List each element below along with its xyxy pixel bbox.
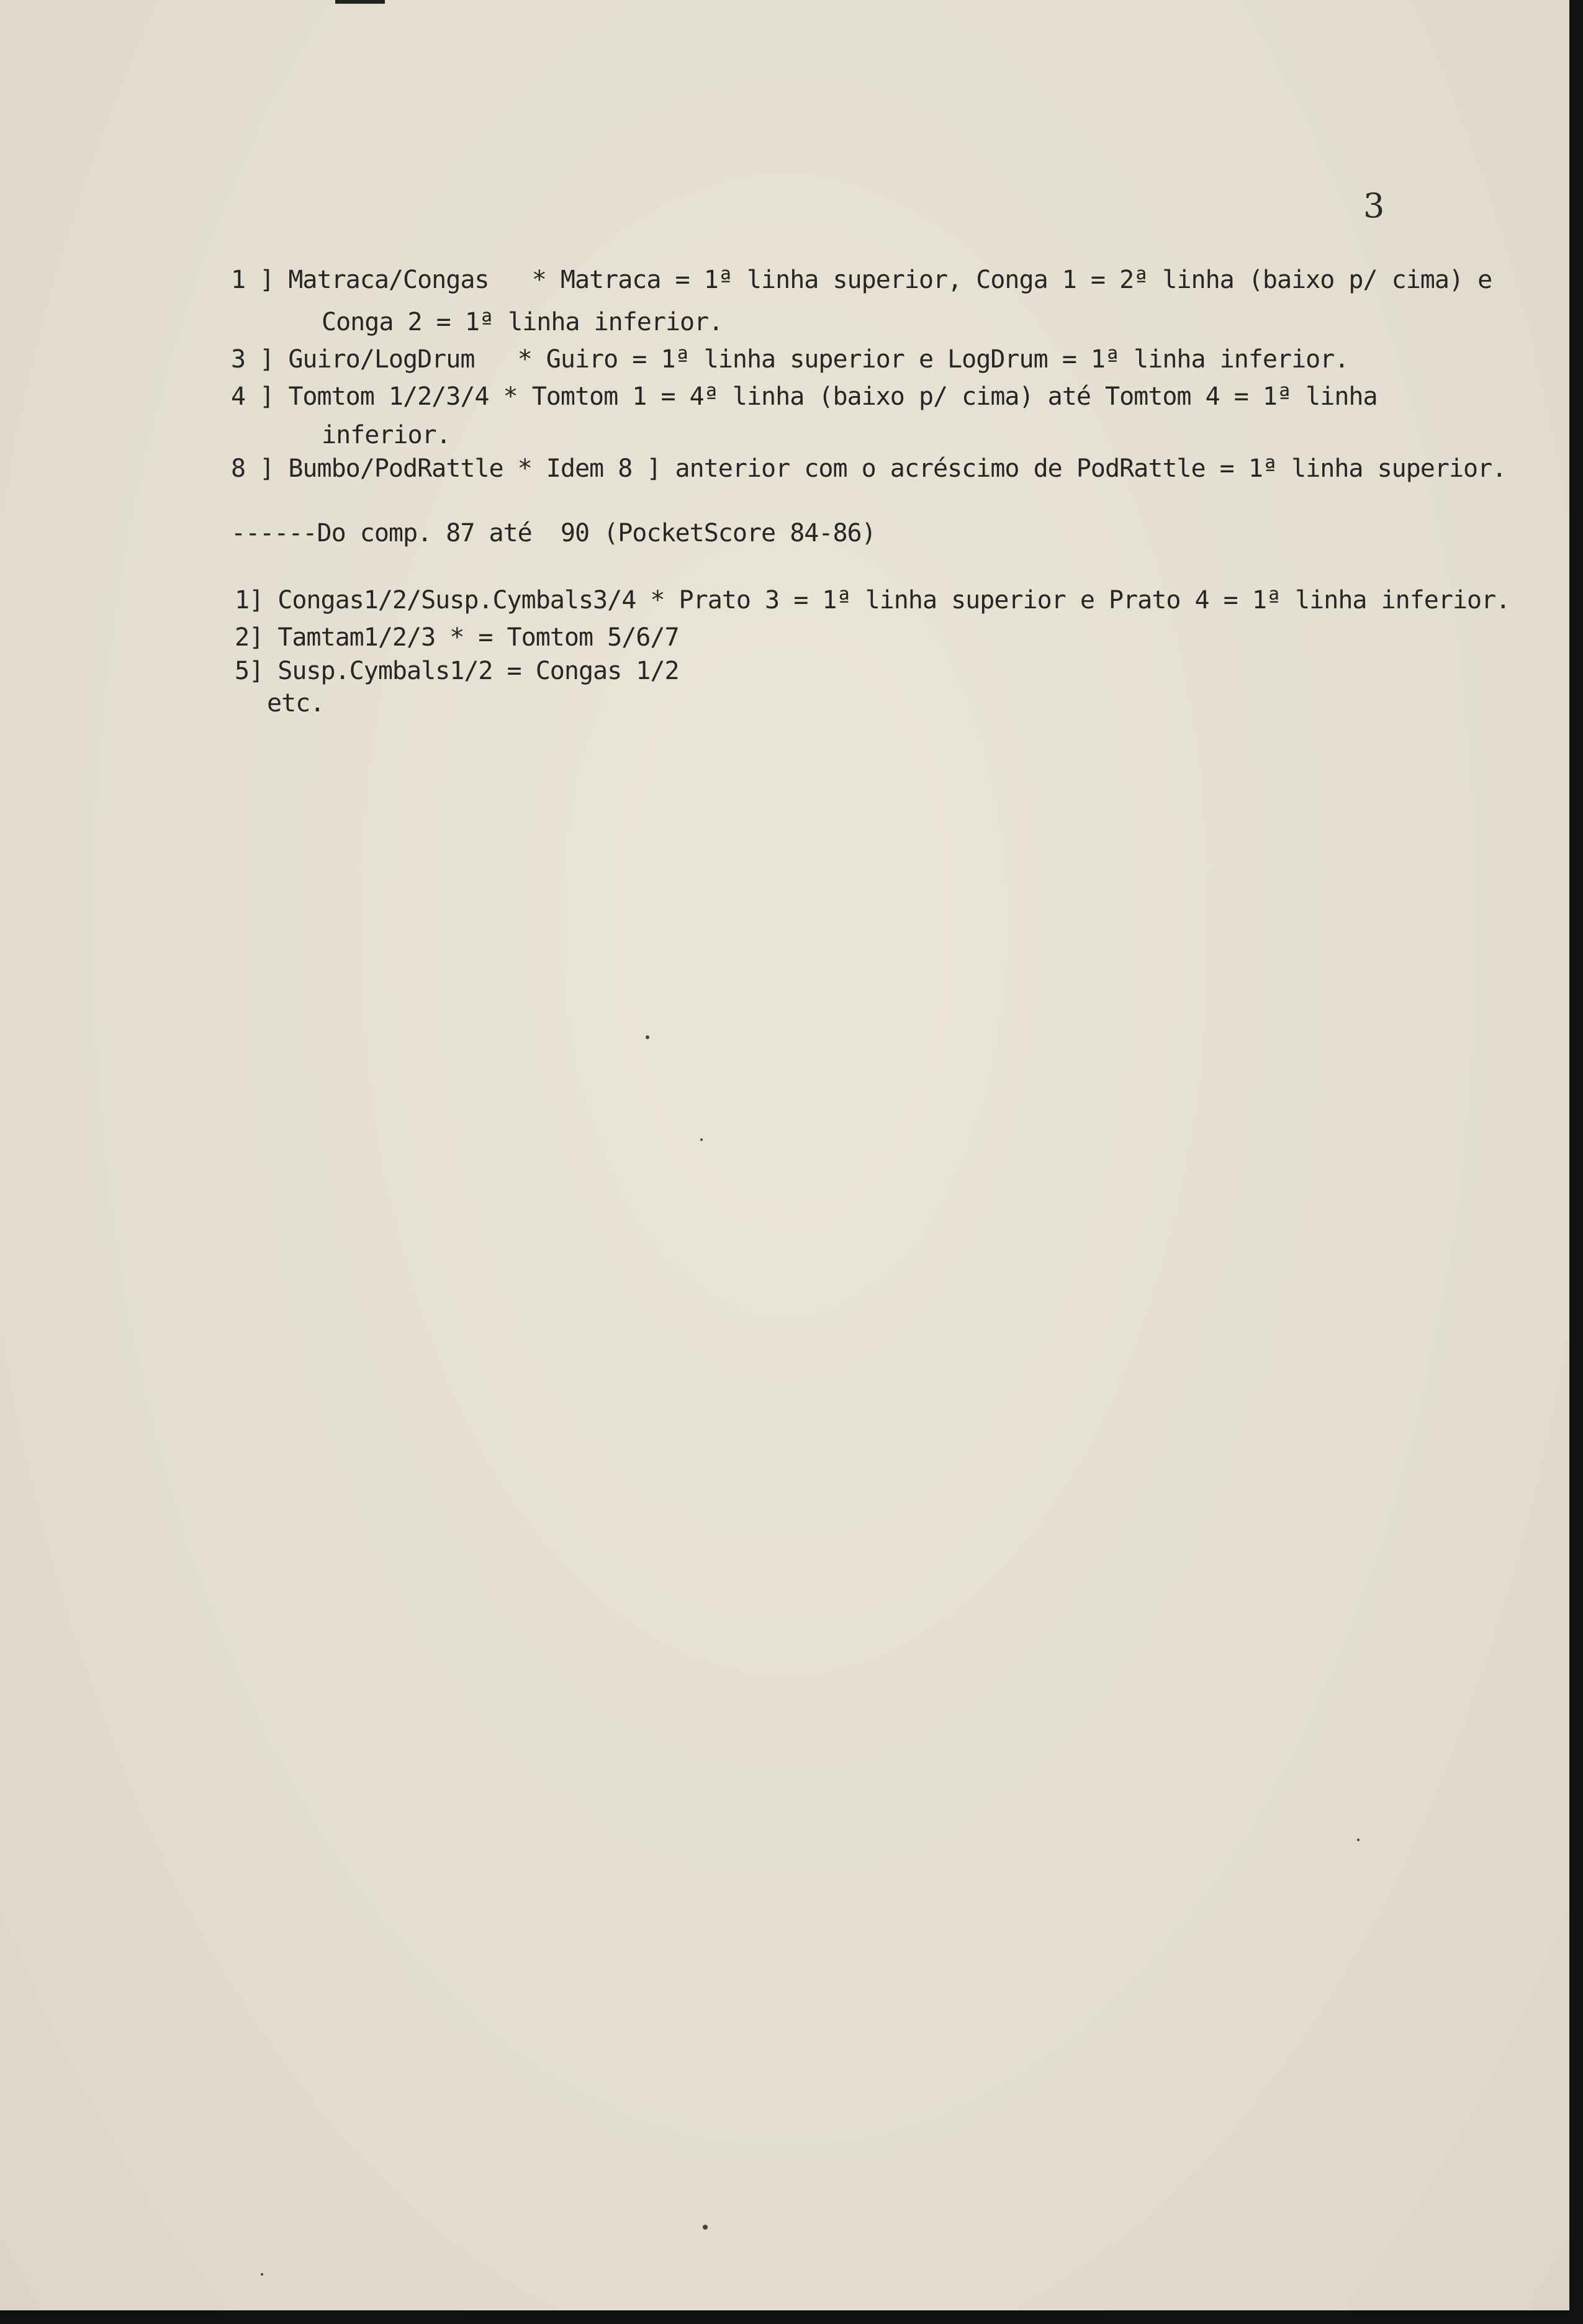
- text-line: etc.: [267, 689, 325, 718]
- speck: [700, 1138, 703, 1141]
- text-line: 1 ] Matraca/Congas * Matraca = 1ª linha superior, Conga 1 = 2ª linha (baixo p/ cima) e: [231, 266, 1492, 294]
- scan-edge-bottom: [0, 2310, 1583, 2324]
- scan-edge-right: [1569, 0, 1583, 2324]
- text-line: 2] Tamtam1/2/3 * = Tomtom 5/6/7: [235, 623, 679, 652]
- text-line: 3 ] Guiro/LogDrum * Guiro = 1ª linha superior e LogDrum = 1ª linha inferior.: [231, 345, 1349, 374]
- scan-mark: [335, 0, 385, 4]
- section-divider: ------Do comp. 87 até 90 (PocketScore 84-86): [231, 519, 876, 547]
- text-line: 8 ] Bumbo/PodRattle * Idem 8 ] anterior com o acréscimo de PodRattle = 1ª linha superior.: [231, 454, 1507, 483]
- text-line: Conga 2 = 1ª linha inferior.: [322, 308, 723, 336]
- speck: [1357, 1839, 1360, 1841]
- text-line: 1] Congas1/2/Susp.Cymbals3/4 * Prato 3 = 1ª linha superior e Prato 4 = 1ª linha inferior.: [235, 586, 1510, 615]
- speck: [261, 2273, 263, 2276]
- text-line: 4 ] Tomtom 1/2/3/4 * Tomtom 1 = 4ª linha (baixo p/ cima) até Tomtom 4 = 1ª linha: [231, 382, 1378, 411]
- text-line: 5] Susp.Cymbals1/2 = Congas 1/2: [235, 657, 679, 685]
- speck: [646, 1035, 649, 1039]
- page-number: 3: [1363, 186, 1385, 225]
- text-line: inferior.: [322, 421, 451, 449]
- speck: [703, 2225, 708, 2230]
